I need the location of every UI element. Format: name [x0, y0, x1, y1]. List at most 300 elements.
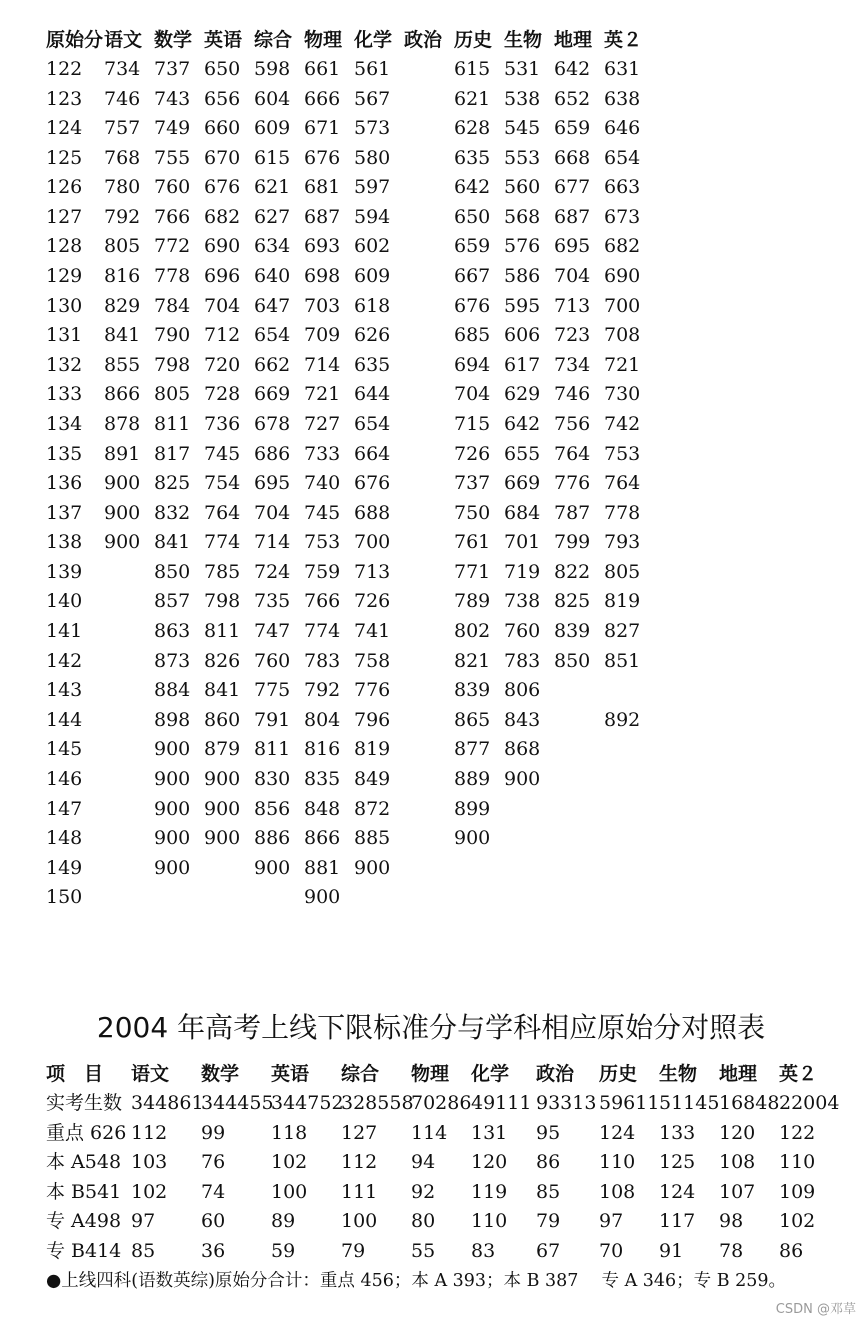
table-cell: 143 — [46, 679, 83, 702]
table-cell: 682 — [204, 205, 241, 228]
table-cell: 621 — [254, 176, 291, 199]
table-cell: 126 — [46, 176, 83, 199]
table-cell: 112 — [341, 1151, 378, 1174]
table-cell: 720 — [204, 353, 241, 376]
cutoff-table-title: 2004 年高考上线下限标准分与学科相应原始分对照表 — [96, 1011, 766, 1044]
table-cell: 761 — [454, 531, 491, 554]
table-cell: 694 — [454, 353, 491, 376]
table-cell: 618 — [354, 294, 391, 317]
table-cell: 759 — [304, 560, 341, 583]
table-cell: 877 — [454, 738, 491, 761]
table-cell: 626 — [354, 324, 391, 347]
table-cell: 900 — [454, 827, 491, 850]
table-cell: 137 — [46, 501, 83, 524]
table-cell: 79 — [536, 1210, 561, 1233]
table-cell: 749 — [154, 117, 191, 140]
table-cell: 721 — [604, 353, 641, 376]
table-cell: 655 — [504, 442, 541, 465]
table-cell: 866 — [304, 827, 341, 850]
table-cell: 93313 — [536, 1092, 597, 1114]
table-cell: 799 — [554, 531, 591, 554]
table-cell: 666 — [304, 87, 341, 110]
table-row — [0, 1090, 862, 1116]
table-cell: 638 — [604, 87, 641, 110]
table-cell: 734 — [104, 58, 141, 80]
table-cell: 825 — [154, 472, 191, 495]
table-cell: 138 — [46, 531, 83, 554]
table-cell: 78 — [719, 1240, 744, 1262]
table-cell: 670 — [204, 146, 241, 169]
table-cell: 821 — [454, 649, 491, 672]
table-cell: 133 — [659, 1121, 696, 1144]
table-cell: 676 — [204, 176, 241, 199]
table-header-row — [0, 1061, 862, 1087]
table-cell: 835 — [304, 767, 341, 790]
table-cell: 118 — [271, 1121, 308, 1144]
table-cell: 16848 — [719, 1092, 780, 1114]
table-cell: 344752 — [271, 1092, 344, 1114]
table-cell: 703 — [304, 294, 341, 317]
table-cell: 747 — [254, 620, 291, 643]
table-cell: 586 — [504, 265, 541, 288]
table-cell: 122 — [46, 58, 83, 80]
table-header-row — [0, 27, 862, 53]
table-cell: 656 — [204, 87, 241, 110]
table-cell: 59611 — [599, 1092, 660, 1114]
table-cell: 131 — [471, 1121, 508, 1144]
csdn-watermark: CSDN @邓草 — [775, 1302, 856, 1317]
table-cell: 726 — [354, 590, 391, 613]
table-cell: 598 — [254, 58, 291, 80]
table-cell: 51145 — [659, 1092, 720, 1114]
table-cell: 756 — [554, 412, 591, 435]
table-cell: 150 — [46, 886, 83, 909]
table-cell: 898 — [154, 708, 191, 731]
table-cell: 843 — [504, 708, 541, 731]
table-cell: 139 — [46, 560, 83, 583]
table-cell: 重点 626 — [46, 1121, 127, 1144]
table-cell: 774 — [204, 531, 241, 554]
table-cell: 805 — [604, 560, 641, 583]
table-cell: 127 — [46, 205, 83, 228]
table-cell: 885 — [354, 827, 391, 850]
table-cell: 817 — [154, 442, 191, 465]
column-header: 生物 — [504, 29, 543, 51]
table-cell: 713 — [554, 294, 591, 317]
table-cell: 617 — [504, 353, 541, 376]
table-cell: 688 — [354, 501, 391, 524]
table-cell: 100 — [341, 1210, 378, 1233]
table-cell: 900 — [104, 472, 141, 495]
table-cell: 900 — [204, 767, 241, 790]
table-cell: 664 — [354, 442, 391, 465]
column-header: 政治 — [404, 29, 443, 51]
table-cell: 776 — [554, 472, 591, 495]
table-cell: 690 — [204, 235, 241, 258]
column-header: 生物 — [659, 1063, 698, 1085]
four-subject-total-note: ●上线四科(语数英综)原始分合计：重点 456；本 A 393；本 B 387 专 A 346；专 B 259。 — [46, 1271, 787, 1291]
table-cell: 900 — [154, 767, 191, 790]
table-cell: 884 — [154, 679, 191, 702]
table-cell: 110 — [599, 1151, 636, 1174]
table-cell: 668 — [554, 146, 591, 169]
table-cell: 117 — [659, 1210, 696, 1233]
table-cell: 615 — [254, 146, 291, 169]
column-header: 项 目 — [46, 1063, 104, 1085]
table-cell: 819 — [604, 590, 641, 613]
table-cell: 783 — [304, 649, 341, 672]
table-cell: 102 — [131, 1180, 168, 1203]
table-cell: 专 B414 — [46, 1240, 122, 1262]
table-cell: 776 — [354, 679, 391, 702]
table-cell: 832 — [154, 501, 191, 524]
table-row — [0, 470, 862, 496]
table-cell: 827 — [604, 620, 641, 643]
table-cell: 669 — [504, 472, 541, 495]
column-header: 历史 — [454, 29, 493, 51]
table-cell: 60 — [201, 1210, 226, 1233]
table-cell: 120 — [719, 1121, 756, 1144]
table-cell: 802 — [454, 620, 491, 643]
table-cell: 726 — [454, 442, 491, 465]
table-cell: 856 — [254, 797, 291, 820]
table-cell: 85 — [131, 1240, 156, 1262]
column-header: 综合 — [254, 29, 293, 51]
table-row — [0, 618, 862, 644]
table-cell: 79 — [341, 1240, 366, 1262]
table-cell: 766 — [304, 590, 341, 613]
table-cell: 682 — [604, 235, 641, 258]
table-cell: 900 — [204, 827, 241, 850]
table-cell: 123 — [46, 87, 83, 110]
table-cell: 654 — [254, 324, 291, 347]
table-cell: 760 — [504, 620, 541, 643]
table-cell: 97 — [131, 1210, 156, 1233]
table-cell: 135 — [46, 442, 83, 465]
table-cell: 784 — [154, 294, 191, 317]
table-cell: 715 — [454, 412, 491, 435]
table-cell: 669 — [254, 383, 291, 406]
table-cell: 745 — [204, 442, 241, 465]
table-row — [0, 1208, 862, 1234]
table-cell: 701 — [504, 531, 541, 554]
table-cell: 86 — [536, 1151, 561, 1174]
table-cell: 687 — [554, 205, 591, 228]
table-row — [0, 441, 862, 467]
table-cell: 110 — [471, 1210, 508, 1233]
column-header: 英２ — [604, 29, 643, 51]
table-cell: 879 — [204, 738, 241, 761]
table-cell: 771 — [454, 560, 491, 583]
table-cell: 775 — [254, 679, 291, 702]
table-cell: 112 — [131, 1121, 168, 1144]
table-cell: 125 — [659, 1151, 696, 1174]
table-cell: 700 — [604, 294, 641, 317]
table-cell: 734 — [554, 353, 591, 376]
table-row — [0, 736, 862, 762]
table-cell: 573 — [354, 117, 391, 140]
table-cell: 805 — [154, 383, 191, 406]
table-cell: 107 — [719, 1180, 756, 1203]
column-header: 数学 — [154, 29, 193, 51]
table-cell: 750 — [454, 501, 491, 524]
table-cell: 146 — [46, 767, 83, 790]
table-cell: 721 — [304, 383, 341, 406]
table-cell: 796 — [354, 708, 391, 731]
table-row — [0, 381, 862, 407]
table-cell: 742 — [604, 412, 641, 435]
table-cell: 685 — [454, 324, 491, 347]
table-cell: 609 — [254, 117, 291, 140]
table-row — [0, 233, 862, 259]
table-cell: 891 — [104, 442, 141, 465]
table-cell: 673 — [604, 205, 641, 228]
table-row — [0, 677, 862, 703]
table-cell: 826 — [204, 649, 241, 672]
table-cell: 811 — [154, 412, 191, 435]
table-cell: 798 — [204, 590, 241, 613]
table-cell: 659 — [454, 235, 491, 258]
table-cell: 704 — [204, 294, 241, 317]
table-row — [0, 500, 862, 526]
table-row — [0, 352, 862, 378]
table-cell: 746 — [104, 87, 141, 110]
table-cell: 609 — [354, 265, 391, 288]
table-cell: 704 — [254, 501, 291, 524]
table-row — [0, 1149, 862, 1175]
table-cell: 798 — [154, 353, 191, 376]
table-row — [0, 648, 862, 674]
table-cell: 654 — [604, 146, 641, 169]
table-cell: 709 — [304, 324, 341, 347]
table-cell: 602 — [354, 235, 391, 258]
table-cell: 647 — [254, 294, 291, 317]
table-cell: 753 — [604, 442, 641, 465]
table-cell: 629 — [504, 383, 541, 406]
table-row — [0, 263, 862, 289]
table-cell: 538 — [504, 87, 541, 110]
table-cell: 129 — [46, 265, 83, 288]
column-header: 地理 — [554, 29, 593, 51]
table-cell: 825 — [554, 590, 591, 613]
table-cell: 130 — [46, 294, 83, 317]
table-cell: 102 — [271, 1151, 308, 1174]
table-cell: 789 — [454, 590, 491, 613]
column-header: 地理 — [719, 1063, 758, 1085]
table-row — [0, 145, 862, 171]
table-cell: 595 — [504, 294, 541, 317]
table-row — [0, 529, 862, 555]
table-cell: 本 A548 — [46, 1151, 122, 1174]
table-cell: 131 — [46, 324, 83, 347]
table-cell: 59 — [271, 1240, 296, 1262]
table-cell: 604 — [254, 87, 291, 110]
table-cell: 736 — [204, 412, 241, 435]
table-cell: 606 — [504, 324, 541, 347]
table-cell: 704 — [554, 265, 591, 288]
table-cell: 811 — [204, 620, 241, 643]
table-cell: 791 — [254, 708, 291, 731]
table-cell: 127 — [341, 1121, 378, 1144]
table-cell: 850 — [554, 649, 591, 672]
table-cell: 714 — [304, 353, 341, 376]
table-cell: 866 — [104, 383, 141, 406]
table-cell: 900 — [154, 738, 191, 761]
table-cell: 900 — [154, 827, 191, 850]
table-cell: 816 — [104, 265, 141, 288]
table-cell: 94 — [411, 1151, 436, 1174]
table-cell: 754 — [204, 472, 241, 495]
table-cell: 892 — [604, 708, 641, 731]
table-cell: 100 — [271, 1180, 308, 1203]
table-cell: 714 — [254, 531, 291, 554]
table-cell: 727 — [304, 412, 341, 435]
table-cell: 805 — [104, 235, 141, 258]
table-cell: 780 — [104, 176, 141, 199]
table-cell: 850 — [154, 560, 191, 583]
table-cell: 806 — [504, 679, 541, 702]
table-cell: 49111 — [471, 1092, 532, 1114]
column-header: 英２ — [779, 1063, 818, 1085]
table-row — [0, 588, 862, 614]
table-cell: 783 — [504, 649, 541, 672]
table-cell: 695 — [554, 235, 591, 258]
table-cell: 642 — [454, 176, 491, 199]
table-cell: 764 — [554, 442, 591, 465]
table-cell: 865 — [454, 708, 491, 731]
table-cell: 878 — [104, 412, 141, 435]
table-cell: 687 — [304, 205, 341, 228]
column-header: 化学 — [354, 29, 393, 51]
table-cell: 344861 — [131, 1092, 204, 1114]
table-cell: 124 — [46, 117, 83, 140]
table-cell: 635 — [454, 146, 491, 169]
table-cell: 99 — [201, 1121, 226, 1144]
table-cell: 900 — [204, 797, 241, 820]
table-cell: 741 — [354, 620, 391, 643]
table-cell: 724 — [254, 560, 291, 583]
table-cell: 22004 — [779, 1092, 840, 1114]
table-cell: 900 — [504, 767, 541, 790]
table-cell: 86 — [779, 1240, 804, 1262]
table-cell: 36 — [201, 1240, 226, 1262]
table-cell: 659 — [554, 117, 591, 140]
table-cell: 677 — [554, 176, 591, 199]
table-cell: 785 — [204, 560, 241, 583]
table-row — [0, 855, 862, 881]
table-cell: 55 — [411, 1240, 436, 1262]
table-cell: 841 — [104, 324, 141, 347]
table-cell: 778 — [154, 265, 191, 288]
table-cell: 764 — [604, 472, 641, 495]
column-header: 原始分 — [46, 29, 104, 51]
table-cell: 122 — [779, 1121, 816, 1144]
table-cell: 108 — [719, 1151, 756, 1174]
table-cell: 676 — [354, 472, 391, 495]
table-cell: 713 — [354, 560, 391, 583]
table-cell: 772 — [154, 235, 191, 258]
table-cell: 91 — [659, 1240, 684, 1262]
table-row — [0, 86, 862, 112]
table-cell: 108 — [599, 1180, 636, 1203]
table-cell: 822 — [554, 560, 591, 583]
table-row — [0, 884, 862, 910]
table-cell: 900 — [304, 886, 341, 909]
table-cell: 70 — [599, 1240, 624, 1262]
table-cell: 142 — [46, 649, 83, 672]
table-row — [0, 174, 862, 200]
table-cell: 704 — [454, 383, 491, 406]
table-cell: 328558 — [341, 1092, 414, 1114]
table-cell: 103 — [131, 1151, 168, 1174]
table-cell: 676 — [454, 294, 491, 317]
table-cell: 628 — [454, 117, 491, 140]
table-cell: 149 — [46, 856, 83, 879]
table-cell: 873 — [154, 649, 191, 672]
table-cell: 650 — [204, 58, 241, 80]
table-cell: 774 — [304, 620, 341, 643]
table-cell: 134 — [46, 412, 83, 435]
table-cell: 110 — [779, 1151, 816, 1174]
table-cell: 74 — [201, 1180, 226, 1203]
table-row — [0, 293, 862, 319]
table-cell: 881 — [304, 856, 341, 879]
table-cell: 778 — [604, 501, 641, 524]
table-row — [0, 1238, 862, 1264]
table-cell: 900 — [154, 856, 191, 879]
table-cell: 662 — [254, 353, 291, 376]
table-row — [0, 115, 862, 141]
table-cell: 855 — [104, 353, 141, 376]
table-cell: 766 — [154, 205, 191, 228]
table-cell: 640 — [254, 265, 291, 288]
table-cell: 900 — [104, 501, 141, 524]
table-cell: 872 — [354, 797, 391, 820]
table-cell: 89 — [271, 1210, 296, 1233]
table-cell: 97 — [599, 1210, 624, 1233]
table-cell: 634 — [254, 235, 291, 258]
table-cell: 642 — [554, 58, 591, 80]
table-cell: 848 — [304, 797, 341, 820]
table-cell: 专 A498 — [46, 1210, 122, 1233]
table-cell: 615 — [454, 58, 491, 80]
table-cell: 594 — [354, 205, 391, 228]
table-cell: 67 — [536, 1240, 561, 1262]
table-cell: 793 — [604, 531, 641, 554]
column-header: 综合 — [341, 1063, 380, 1085]
table-cell: 740 — [304, 472, 341, 495]
table-cell: 686 — [254, 442, 291, 465]
table-cell: 661 — [304, 58, 341, 80]
table-cell: 560 — [504, 176, 541, 199]
table-cell: 678 — [254, 412, 291, 435]
table-row — [0, 1120, 862, 1146]
table-cell: 92 — [411, 1180, 436, 1203]
table-cell: 900 — [354, 856, 391, 879]
table-cell: 652 — [554, 87, 591, 110]
table-cell: 684 — [504, 501, 541, 524]
table-cell: 561 — [354, 58, 391, 80]
table-cell: 830 — [254, 767, 291, 790]
table-row — [0, 825, 862, 851]
table-cell: 95 — [536, 1121, 561, 1144]
table-row — [0, 707, 862, 733]
table-cell: 787 — [554, 501, 591, 524]
table-cell: 743 — [154, 87, 191, 110]
column-header: 物理 — [411, 1063, 450, 1085]
table-cell: 80 — [411, 1210, 436, 1233]
table-cell: 849 — [354, 767, 391, 790]
